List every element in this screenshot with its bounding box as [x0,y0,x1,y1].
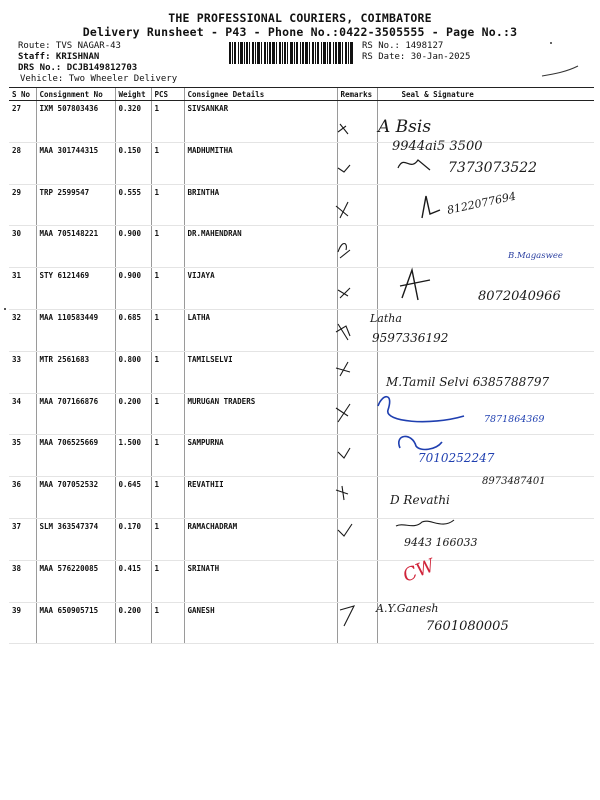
cell-weight: 0.320 [115,101,151,143]
hw-scribble-37 [396,520,454,526]
cell-consignment: MAA 650905715 [36,602,115,644]
cell-consignment: SLM 363547374 [36,518,115,560]
hw-sign-38: CW [400,555,438,587]
cell-pcs: 1 [151,101,184,143]
cell-pcs: 1 [151,518,184,560]
cell-consignee: DR.MAHENDRAN [184,226,337,268]
hw-scribble-29 [422,196,440,218]
col-weight: Weight [115,88,151,101]
hw-phone-32: 9597336192 [372,331,449,345]
cell-consignee: MADHUMITHA [184,142,337,184]
col-consignee: Consignee Details [184,88,337,101]
cell-weight: 0.555 [115,184,151,226]
hw-sign-27: A Bsis [378,117,432,137]
cell-pcs: 1 [151,309,184,351]
cell-pcs: 1 [151,560,184,602]
vehicle-label: Vehicle: Two Wheeler Delivery [20,74,178,84]
col-sno: S No [9,88,36,101]
cell-pcs: 1 [151,351,184,393]
cell-pcs: 1 [151,142,184,184]
hw-phone-36: 8973487401 [482,476,546,487]
cell-weight: 0.685 [115,309,151,351]
drs-number: DRS No.: DCJB149812703 [18,63,138,73]
cell-weight: 0.900 [115,268,151,310]
cell-pcs: 1 [151,268,184,310]
cell-consignment: MAA 301744315 [36,142,115,184]
hw-sign-30: B.Magaswee [508,251,563,261]
col-consignment: Consignment No [36,88,115,101]
cell-consignment: MAA 707166876 [36,393,115,435]
cell-consignee: LATHA [184,309,337,351]
cell-weight: 1.500 [115,435,151,477]
cell-weight: 0.900 [115,226,151,268]
cell-consignee: SRINATH [184,560,337,602]
hw-phone-35: 7010252247 [418,451,495,465]
cell-sno: 37 [9,518,36,560]
scan-speck [550,42,552,44]
cell-sno: 30 [9,226,36,268]
cell-consignee: SIVSANKAR [184,101,337,143]
cell-pcs: 1 [151,435,184,477]
cell-consignment: IXM 507803436 [36,101,115,143]
cell-weight: 0.415 [115,560,151,602]
staff-label: Staff: KRISHNAN [18,52,100,62]
scan-speck [4,308,6,310]
cell-consignment: STY 6121469 [36,268,115,310]
company-title: THE PROFESSIONAL COURIERS, COIMBATORE [168,11,432,25]
hw-scribble-34 [378,397,464,422]
cell-weight: 0.645 [115,477,151,519]
cell-weight: 0.200 [115,393,151,435]
hw-sign-33: M.Tamil Selvi 6385788797 [386,375,550,389]
remarks-marks [336,124,354,626]
pen-stroke-mark [540,62,580,82]
hw-phone-37: 9443 166033 [404,536,478,549]
cell-consignment: MAA 706525669 [36,435,115,477]
col-remarks: Remarks [337,88,377,101]
cell-consignment: MAA 110583449 [36,309,115,351]
cell-pcs: 1 [151,477,184,519]
route-label: Route: TVS NAGAR-43 [18,41,121,51]
cell-sno: 28 [9,142,36,184]
hw-phone-28b: 7373073522 [448,160,538,176]
hw-phone-28: 9944ai5 3500 [392,139,483,154]
cell-consignee: MURUGAN TRADERS [184,393,337,435]
handwritten-annotations [330,110,600,650]
cell-pcs: 1 [151,184,184,226]
hw-scribble-31 [400,270,430,300]
cell-consignee: GANESH [184,602,337,644]
cell-weight: 0.170 [115,518,151,560]
cell-consignee: VIJAYA [184,268,337,310]
cell-sno: 31 [9,268,36,310]
hw-phone-31: 8072040966 [478,289,561,304]
cell-weight: 0.800 [115,351,151,393]
rs-number: RS No.: 1498127 [362,41,444,51]
cell-weight: 0.200 [115,602,151,644]
hw-sign-39: A.Y.Ganesh [376,602,439,615]
hw-scribble-28 [398,160,430,170]
hw-sign-32: Latha [370,312,402,325]
cell-consignment: MTR 2561683 [36,351,115,393]
cell-sno: 36 [9,477,36,519]
cell-consignee: SAMPURNA [184,435,337,477]
barcode [229,42,354,64]
cell-consignment: TRP 2599547 [36,184,115,226]
hw-phone-29: 8122077694 [445,189,518,217]
cell-sno: 29 [9,184,36,226]
cell-pcs: 1 [151,393,184,435]
cell-sno: 27 [9,101,36,143]
cell-sno: 32 [9,309,36,351]
rs-date: RS Date: 30-Jan-2025 [362,52,471,62]
hw-scribble-35 [399,436,442,449]
cell-pcs: 1 [151,602,184,644]
cell-consignment: MAA 576220085 [36,560,115,602]
col-pcs: PCS [151,88,184,101]
cell-consignment: MAA 707052532 [36,477,115,519]
cell-sno: 34 [9,393,36,435]
cell-pcs: 1 [151,226,184,268]
hw-phone-39: 7601080005 [426,619,509,634]
table-header-row [9,88,594,101]
hw-sign-36: D Revathi [390,493,450,507]
cell-weight: 0.150 [115,142,151,184]
cell-sno: 35 [9,435,36,477]
cell-sno: 39 [9,602,36,644]
cell-consignee: BRINTHA [184,184,337,226]
cell-consignment: MAA 705148221 [36,226,115,268]
cell-sno: 38 [9,560,36,602]
cell-consignee: RAMACHADRAM [184,518,337,560]
cell-consignee: REVATHII [184,477,337,519]
runsheet-subtitle: Delivery Runsheet - P43 - Phone No.:0422-3505555 - Page No.:3 [82,25,518,39]
col-signature: Seal & Signature [377,88,594,101]
cell-consignee: TAMILSELVI [184,351,337,393]
cell-sno: 33 [9,351,36,393]
hw-phone-34: 7871864369 [484,414,545,425]
